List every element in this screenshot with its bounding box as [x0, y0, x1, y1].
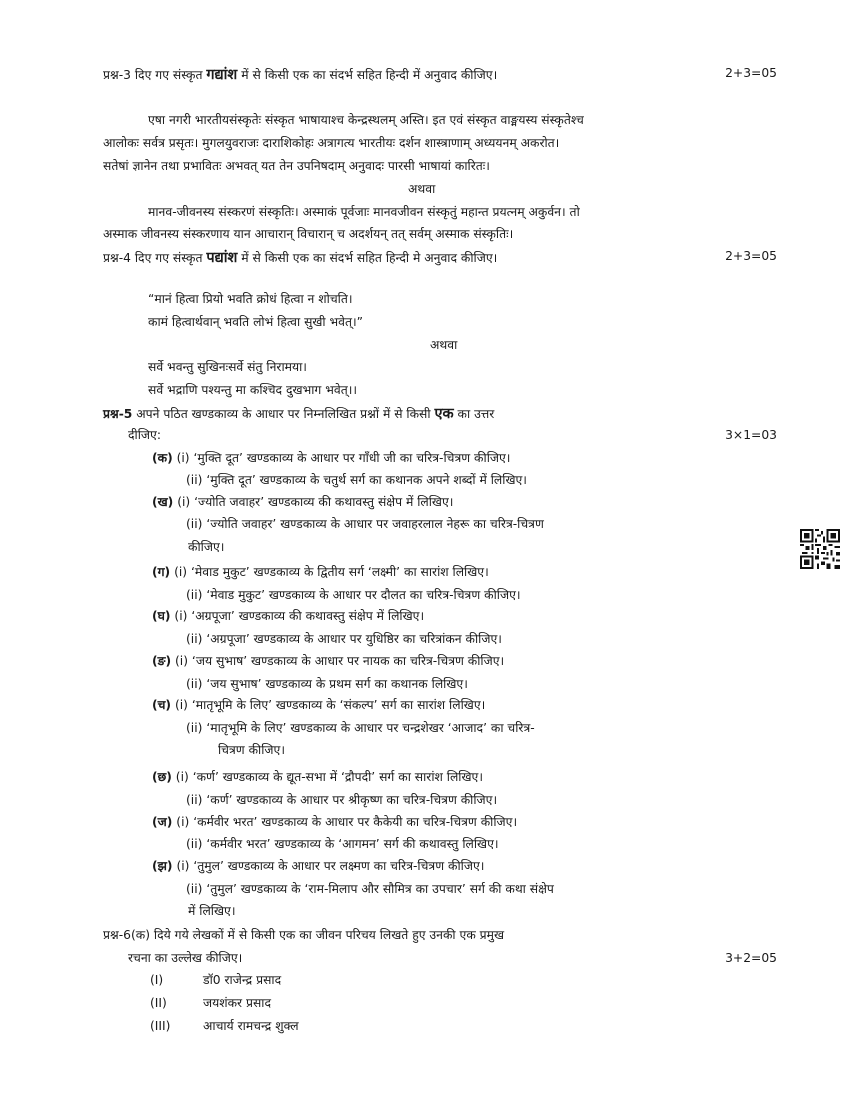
q5-option-ga-ii: (ii) ‘मेवाड मुकुट’ खण्डकाव्य के आधार पर दौलत का चरित्र-चित्रण कीजिए।	[186, 588, 521, 602]
q3-heading	[103, 66, 497, 84]
q5-option-chha-i: (छ) (i) ‘कर्ण’ खण्डकाव्य के द्यूत-सभा में ‘द्रौपदी’ सर्ग का सारांश लिखिए।	[152, 770, 484, 784]
q3-heading-bold: गद्यांश	[206, 67, 238, 83]
q4-heading-post: में से किसी एक का संदर्भ सहित हिन्दी मे अनुवाद कीजिए।	[237, 251, 498, 265]
q5-option-cha-ii-line1: (ii) ‘मातृभूमि के लिए’ खण्डकाव्य के आधार पर चन्द्रशेखर ‘आजाद’ का चरित्र-	[186, 721, 535, 735]
q3-heading-pre: प्रश्न-3 दिए गए संस्कृत	[103, 68, 207, 82]
q5-heading-post: का उत्तर	[453, 407, 495, 421]
q4-verse1-line2: कामं हित्वार्थवान् भवति लोभं हित्वा सुखी भवेत्।”	[148, 315, 364, 329]
q5-option-ka-ii: (ii) ‘मुक्ति दूत’ खण्डकाव्य के चतुर्थ सर्ग का कथानक अपने शब्दों में लिखिए।	[186, 473, 527, 487]
q3-para1-line3: सतेषां ज्ञानेन तथा प्रभावितः अभवत् यत तेन उपनिषदाम् अनुवादः पारसी भाषायां कारितः।	[103, 159, 490, 173]
q3-para1-line2: आलोकः सर्वत्र प्रसृतः। मुगलयुवराजः दाराशिकोहः अत्रागत्य भारतीयः दर्शन शास्त्राणाम् अध्ययनम् अकरोत।	[103, 136, 560, 150]
q3-para2-line1: मानव-जीवनस्य संस्करणं संस्कृतिः। अस्माकं पूर्वजाः मानवजीवन संस्कृतुं महान्त प्रयत्नम् अकुर्वन। तो	[148, 205, 580, 219]
q4-or: अथवा	[430, 338, 458, 352]
q5-option-gha-i: (घ) (i) ‘अग्रपूजा’ खण्डकाव्य की कथावस्तु संक्षेप में लिखिए।	[152, 609, 425, 623]
q5-option-jha-ii-line1: (ii) ‘तुमुल’ खण्डकाव्य के ‘राम-मिलाप और सौमित्र का उपचार’ सर्ग की कथा संक्षेप	[186, 882, 554, 896]
q4-heading-bold: पद्यांश	[206, 250, 238, 266]
q5-marks: 3×1=03	[725, 428, 777, 442]
q5-option-ga-i: (ग) (i) ‘मेवाड मुकुट’ खण्डकाव्य के द्वितीय सर्ग ‘लक्ष्मी’ का सारांश लिखिए।	[152, 565, 489, 579]
q5-label: प्रश्न-5	[103, 407, 133, 421]
q4-heading	[103, 249, 497, 267]
q4-verse2-line2: सर्वे भद्राणि पश्यन्तु मा कश्चिद दुखभाग भवेत्।।	[148, 383, 358, 397]
q5-option-gha-ii: (ii) ‘अग्रपूजा’ खण्डकाव्य के आधार पर युधिष्ठिर का चरित्रांकन कीजिए।	[186, 632, 502, 646]
q6-heading-line1: प्रश्न-6(क) दिये गये लेखकों में से किसी एक का जीवन परिचय लिखते हुए उनकी एक प्रमुख	[103, 928, 505, 942]
q3-or: अथवा	[408, 182, 436, 196]
q5-option-kha-ii-line2: कीजिए।	[188, 540, 225, 554]
q4-marks: 2+3=05	[725, 249, 777, 263]
q5-option-chha-ii: (ii) ‘कर्ण’ खण्डकाव्य के आधार पर श्रीकृष्ण का चरित्र-चित्रण कीजिए।	[186, 793, 498, 807]
q5-heading-bold: एक	[434, 406, 454, 422]
q5-option-jha-i: (झ) (i) ‘तुमुल’ खण्डकाव्य के आधार पर लक्ष्मण का चरित्र-चित्रण कीजिए।	[152, 859, 485, 873]
q5-option-ka-i: (क) (i) ‘मुक्ति दूत’ खण्डकाव्य के आधार पर गाँधी जी का चरित्र-चित्रण कीजिए।	[152, 451, 511, 465]
q6-author-2-name: जयशंकर प्रसाद	[203, 996, 272, 1010]
q5-heading-pre: अपने पठित खण्डकाव्य के आधार पर निम्नलिखित प्रश्नों में से किसी	[132, 407, 435, 421]
qr-code-icon	[800, 529, 840, 569]
q5-option-ja-ii: (ii) ‘कर्मवीर भरत’ खण्डकाव्य के ‘आगमन’ सर्ग की कथावस्तु लिखिए।	[186, 837, 499, 851]
q3-para1-line1: एषा नगरी भारतीयसंस्कृतेः संस्कृत भाषायाश्च केन्द्रस्थलम् अस्ति। इत एवं संस्कृत वाङ्मयस्य संस्कृतेश्च	[148, 113, 584, 127]
q6-author-2-num: (II)	[150, 996, 167, 1010]
q3-para2-line2: अस्माक जीवनस्य संस्करणाय यान आचारान् विचारान् च अदर्शयन् तत् सर्वम् अस्माक संस्कृतिः।	[103, 227, 514, 241]
q5-option-kha-i: (ख) (i) ‘ज्योति जवाहर’ खण्डकाव्य की कथावस्तु संक्षेप में लिखिए।	[152, 495, 454, 509]
q4-verse2-line1: सर्वे भवन्तु सुखिनःसर्वे संतु निरामया।	[148, 360, 307, 374]
q5-option-kha-ii-line1: (ii) ‘ज्योति जवाहर’ खण्डकाव्य के आधार पर जवाहरलाल नेहरू का चरित्र-चित्रण	[186, 517, 544, 531]
q4-verse1-line1: “मानं हित्वा प्रियो भवति क्रोधं हित्वा न शोचति।	[148, 292, 353, 306]
q6-heading-line2: रचना का उल्लेख कीजिए।	[128, 951, 243, 965]
q5-heading	[103, 405, 494, 423]
q3-marks: 2+3=05	[725, 66, 777, 80]
q5-option-nga-i: (ङ) (i) ‘जय सुभाष’ खण्डकाव्य के आधार पर नायक का चरित्र-चित्रण कीजिए।	[152, 654, 505, 668]
q5-option-cha-i: (च) (i) ‘मातृभूमि के लिए’ खण्डकाव्य के ‘संकल्प’ सर्ग का सारांश लिखिए।	[152, 698, 486, 712]
q6-marks: 3+2=05	[725, 951, 777, 965]
q5-option-ja-i: (ज) (i) ‘कर्मवीर भरत’ खण्डकाव्य के आधार पर कैकेयी का चरित्र-चित्रण कीजिए।	[152, 815, 518, 829]
q5-option-cha-ii-line2: चित्रण कीजिए।	[218, 743, 285, 757]
q6-author-3-num: (III)	[150, 1019, 171, 1033]
q5-option-nga-ii: (ii) ‘जय सुभाष’ खण्डकाव्य के प्रथम सर्ग का कथानक लिखिए।	[186, 677, 468, 691]
q5-option-jha-ii-line2: में लिखिए।	[188, 904, 236, 918]
q5-heading-line2: दीजिए:	[128, 428, 161, 442]
q3-heading-post: में से किसी एक का संदर्भ सहित हिन्दी में अनुवाद कीजिए।	[237, 68, 498, 82]
q6-author-1-name: डॉ0 राजेन्द्र प्रसाद	[203, 973, 282, 987]
q6-author-3-name: आचार्य रामचन्द्र शुक्ल	[203, 1019, 299, 1033]
q6-author-1-num: (I)	[150, 973, 164, 987]
q4-heading-pre: प्रश्न-4 दिए गए संस्कृत	[103, 251, 207, 265]
